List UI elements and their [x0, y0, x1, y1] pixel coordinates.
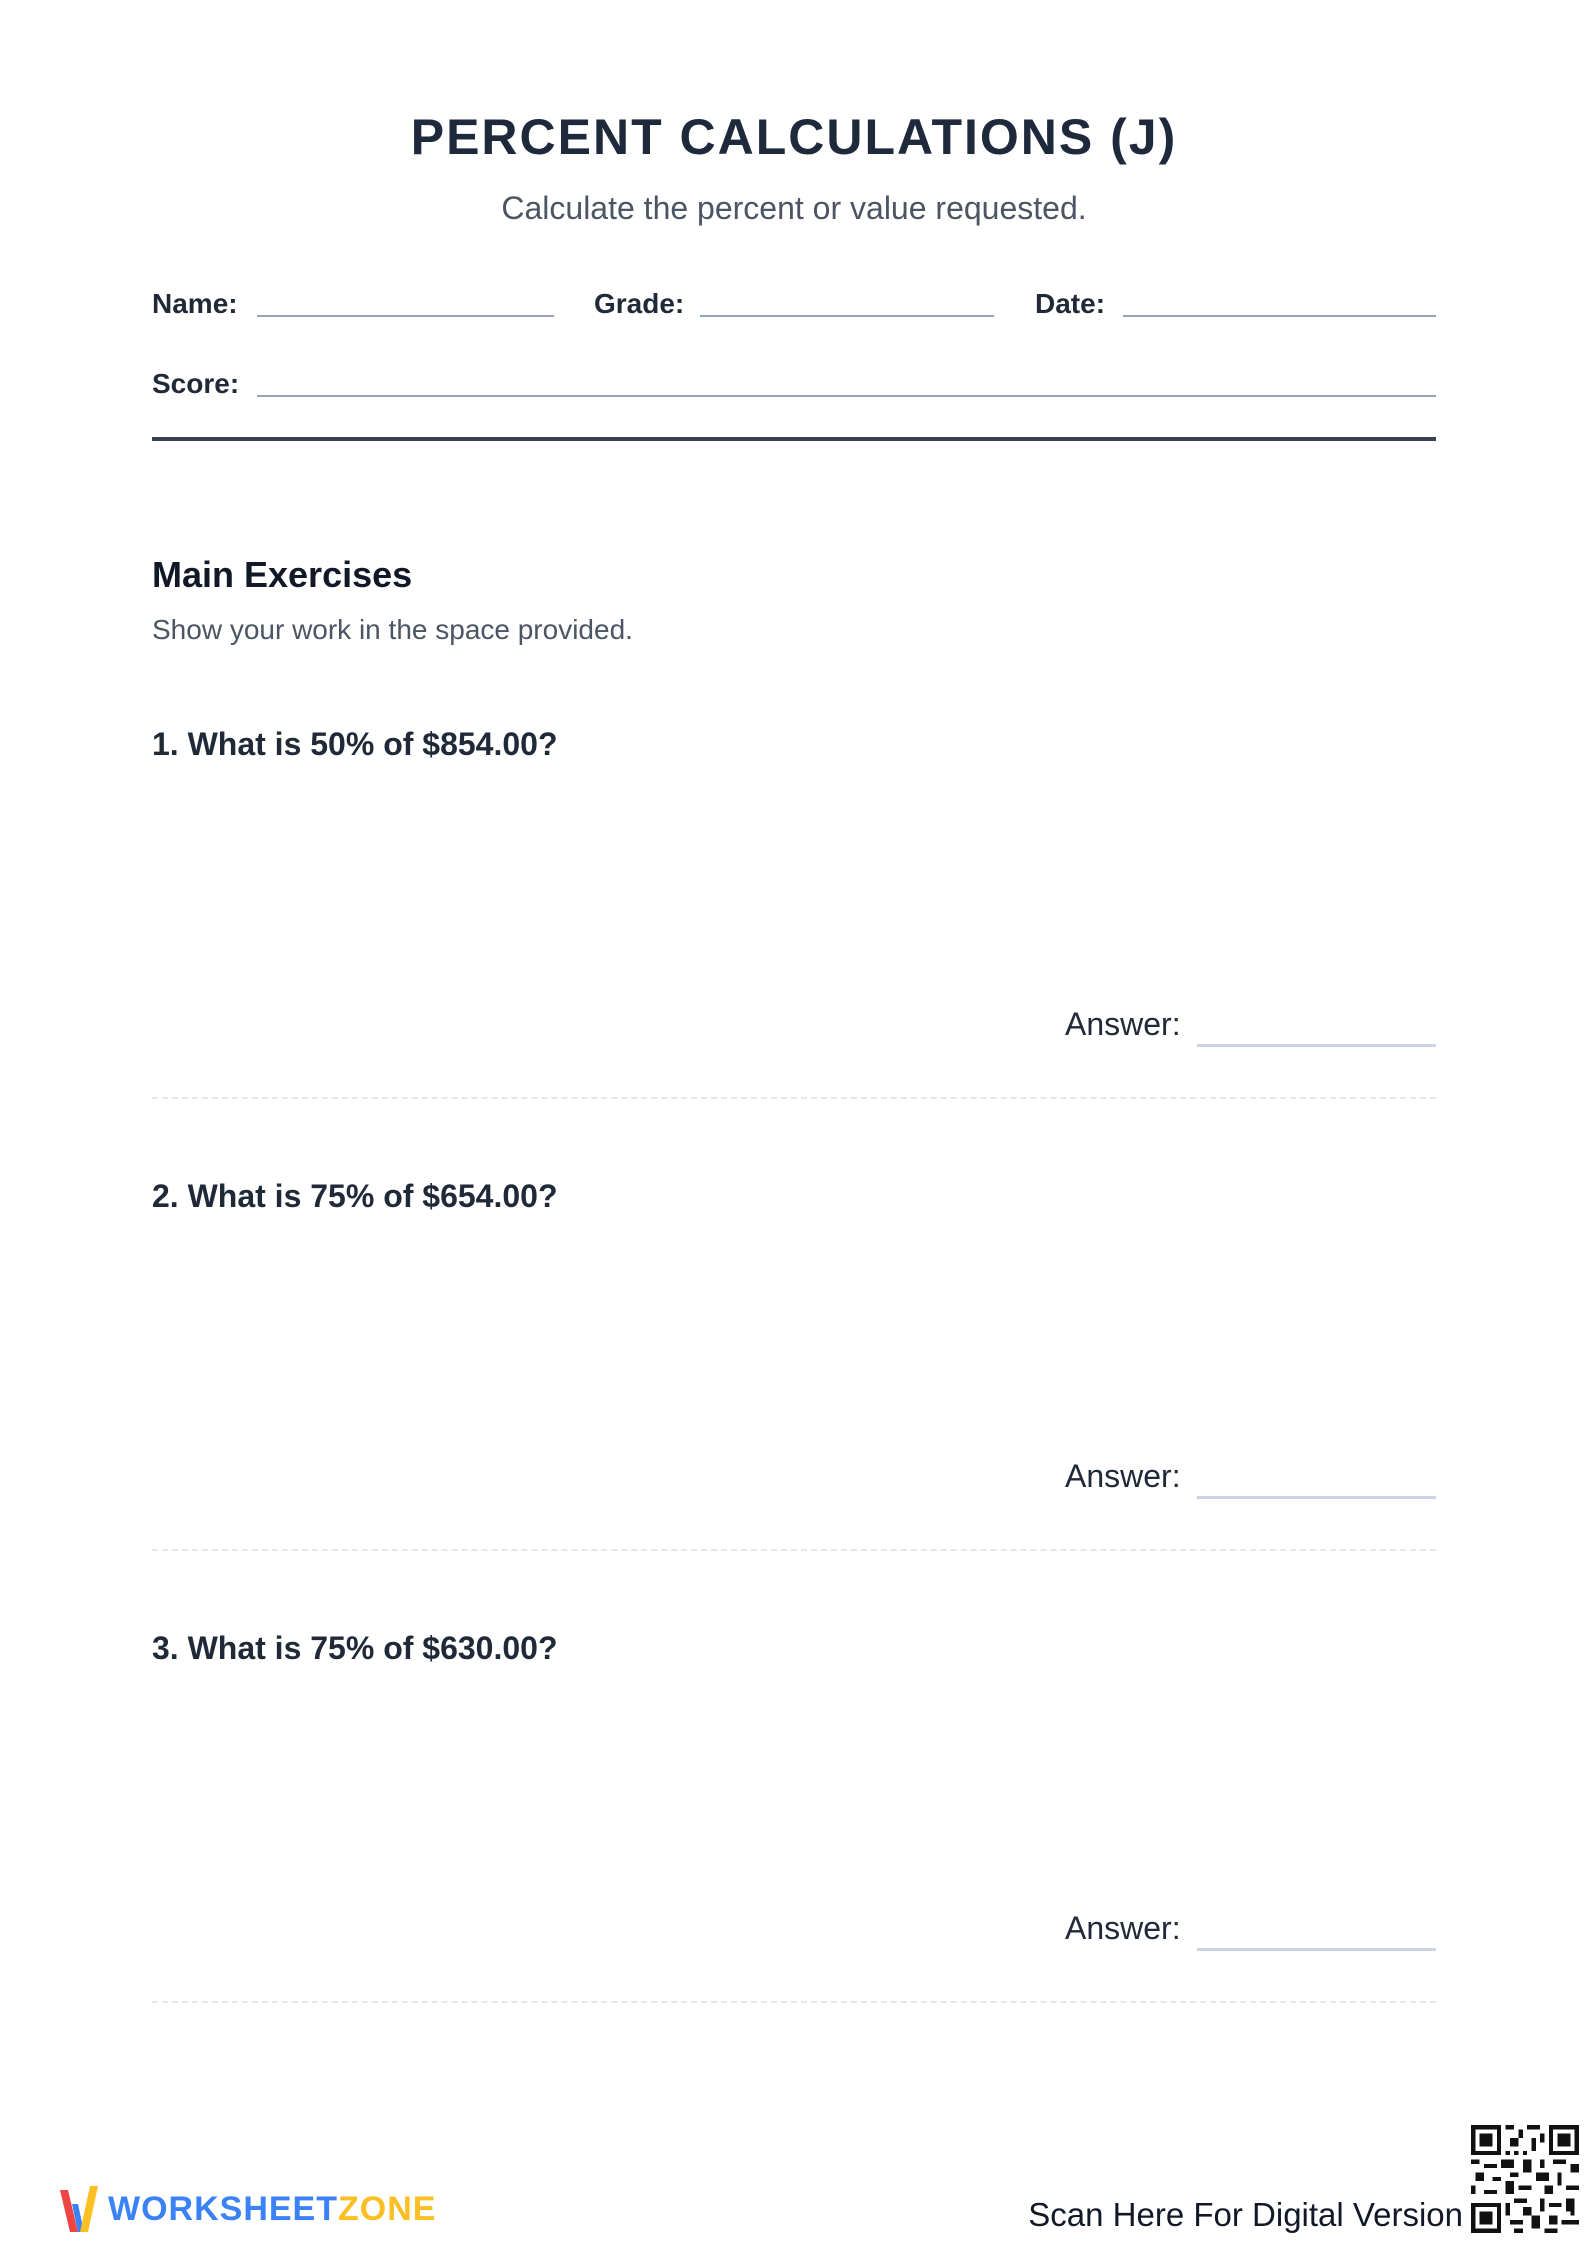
answer-field-2[interactable] [1197, 1496, 1436, 1499]
question-divider-3 [152, 2001, 1436, 2003]
answer-label-3: Answer: [1065, 1910, 1181, 1946]
grade-label: Grade: [594, 288, 685, 319]
date-field[interactable] [1123, 315, 1436, 317]
page-subtitle: Calculate the percent or value requested. [501, 190, 1087, 226]
section-instructions: Show your work in the space provided. [152, 614, 633, 645]
question-divider-2 [152, 1549, 1436, 1551]
name-field[interactable] [257, 315, 554, 317]
section-title: Main Exercises [152, 554, 413, 595]
brand-name-part1: WORKSHEET [108, 2189, 338, 2228]
brand-name [108, 2190, 436, 2229]
qr-code-icon[interactable] [1471, 2125, 1579, 2233]
grade-field[interactable] [700, 315, 994, 317]
name-label: Name: [152, 288, 238, 319]
question-1: 1. What is 50% of $854.00? [152, 726, 558, 762]
answer-field-1[interactable] [1197, 1044, 1436, 1047]
header-divider [152, 437, 1436, 441]
question-3: 3. What is 75% of $630.00? [152, 1630, 558, 1666]
scan-instruction: Scan Here For Digital Version [1028, 2196, 1463, 2233]
worksheetzone-logo [58, 2182, 436, 2236]
score-field[interactable] [257, 395, 1436, 397]
answer-label-2: Answer: [1065, 1458, 1181, 1494]
date-label: Date: [1035, 288, 1106, 319]
score-label: Score: [152, 368, 240, 399]
worksheetzone-logo-icon [58, 2182, 98, 2236]
question-divider-1 [152, 1097, 1436, 1099]
question-2: 2. What is 75% of $654.00? [152, 1178, 558, 1214]
answer-label-1: Answer: [1065, 1006, 1181, 1042]
brand-name-part2: ZONE [338, 2189, 437, 2228]
answer-field-3[interactable] [1197, 1948, 1436, 1951]
page-title: PERCENT CALCULATIONS (J) [410, 109, 1178, 165]
